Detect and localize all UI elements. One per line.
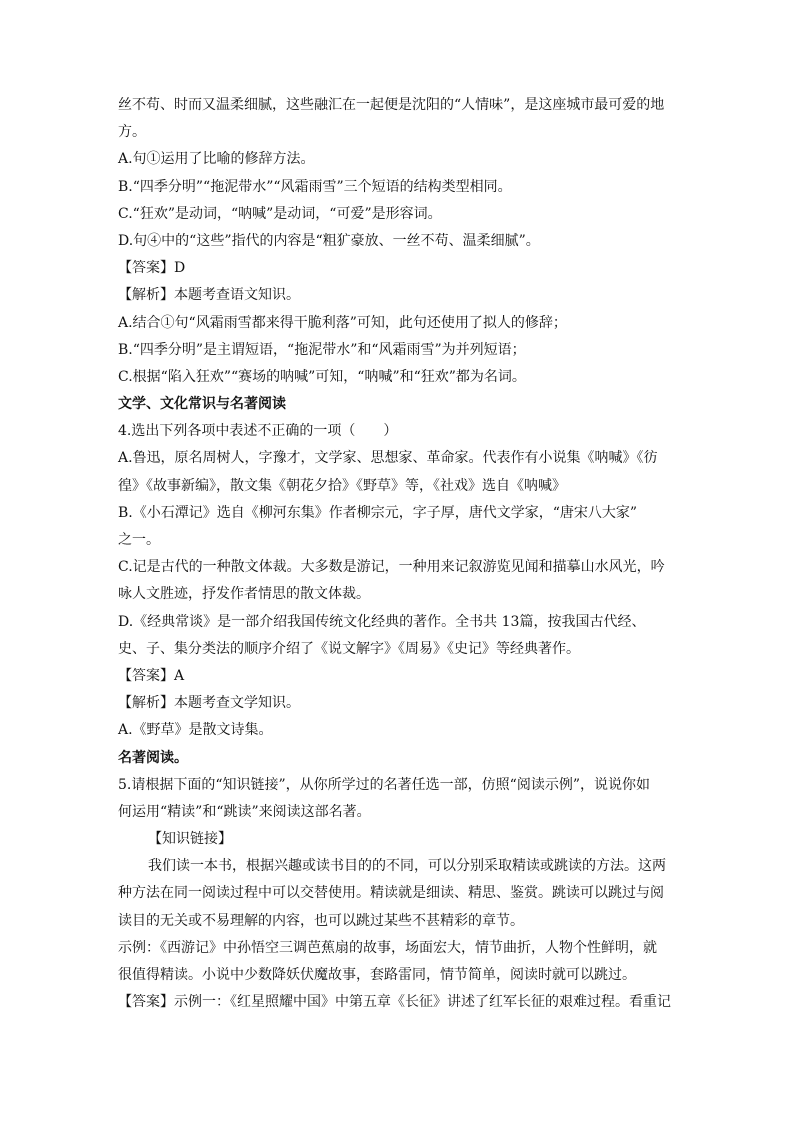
text-line: 丝不苟、时而又温柔细腻，这些融汇在一起便是沈阳的“人情味”，是这座城市最可爱的地 [118,97,665,113]
question-5-continued: 何运用“精读”和“跳读”来阅读这部名著。 [118,803,371,820]
option-b: B.“四季分明”“拖泥带水”“风霜雨雪”三个短语的结构类型相同。 [118,178,512,195]
question-4: 4.选出下列各项中表述不正确的一项（ ） [118,423,398,440]
knowledge-text: 种方法在同一阅读过程中可以交替使用。精读就是细读、精思、鉴赏。跳读可以跳过与阅 [118,885,664,902]
option-b: B.《小石潭记》选自《柳河东集》作者柳宗元，字子厚，唐代文学家，“唐宋八大家” [118,504,638,521]
document-page [118,92,678,1016]
analysis-detail: C.根据“陷入狂欢”“赛场的呐喊”可知，“呐喊”和“狂欢”都为名词。 [118,368,526,385]
option-d: D.句④中的“这些”指代的内容是“粗犷豪放、一丝不苟、温柔细腻”。 [118,232,540,249]
example-line: 很值得精读。小说中少数降妖伏魔故事，套路雷同，情节简单，阅读时就可以跳过。 [118,967,636,983]
option-c: C.记是古代的一种散文体裁。大多数是游记，一种用来记叙游览见闻和描摹山水风光，吟 [118,559,665,576]
knowledge-link-heading: 【知识链接】 [148,831,232,848]
analysis-detail: A.结合①句“风霜雨雪都来得干脆利落”可知，此句还使用了拟人的修辞； [118,314,567,331]
option-c: C.“狂欢”是动词，“呐喊”是动词，“可爱”是形容词。 [118,205,442,222]
analysis-detail: A.《野草》是散文诗集。 [118,722,273,739]
analysis-line: 【解析】本题考查文学知识。 [118,695,300,712]
text-line: 方。 [118,124,146,141]
option-c-continued: 咏人文胜迹，抒发作者情思的散文体裁。 [118,586,370,603]
knowledge-text: 我们读一本书，根据兴趣或读书目的的不同，可以分别采取精读或跳读的方法。这两 [148,858,666,875]
section-heading: 名著阅读。 [118,749,188,766]
question-5: 5.请根据下面的“知识链接”，从你所学过的名著任选一部，仿照“阅读示例”，说说你如 [118,776,650,793]
answer-line: 【答案】A [118,667,185,684]
option-a: A.句①运用了比喻的修辞方法。 [118,151,315,168]
answer-line: 【答案】示例一：《红星照耀中国》中第五章《长征》讲述了红军长征的艰难过程。看重记 [118,994,671,1011]
option-a: A.鲁迅，原名周树人，字豫才，文学家、思想家、革命家。代表作有小说集《呐喊》《彷 [118,450,658,467]
analysis-line: 【解析】本题考查语文知识。 [118,287,300,304]
option-d-continued: 史、子、集分类法的顺序介绍了《说文解字》《周易》《史记》等经典著作。 [118,640,580,657]
example-line: 示例：《西游记》中孙悟空三调芭蕉扇的故事，场面宏大，情节曲折，人物个性鲜明，就 [118,939,657,956]
answer-line: 【答案】D [118,260,186,277]
knowledge-text: 读目的无关或不易理解的内容，也可以跳过某些不甚精彩的章节。 [118,912,524,929]
analysis-detail: B.“四季分明”是主谓短语，“拖泥带水”和“风霜雨雪”为并列短语； [118,341,526,358]
section-heading: 文学、文化常识与名著阅读 [118,396,286,413]
option-b-continued: 之一。 [118,532,160,548]
option-a-continued: 徨》《故事新编》，散文集《朝花夕拾》《野草》等，《社戏》选自《呐喊》 [118,477,566,494]
option-d: D.《经典常谈》是一部介绍我国传统文化经典的著作。全书共 13篇，按我国古代经、 [118,613,646,630]
